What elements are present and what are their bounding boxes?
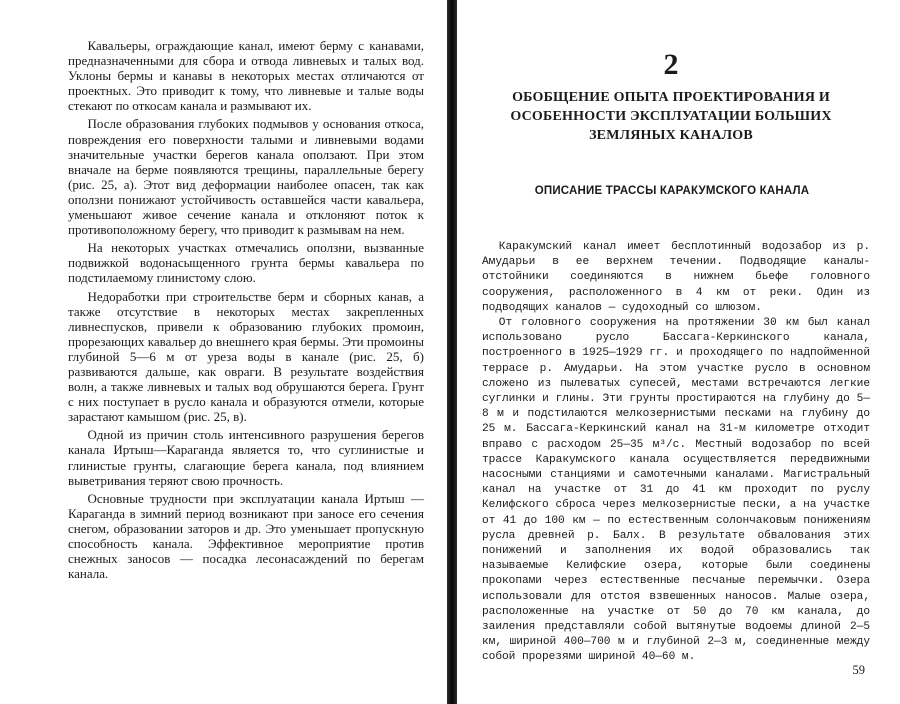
page-number: 59 xyxy=(852,663,865,677)
book-gutter xyxy=(447,0,457,704)
paragraph: Кавальеры, ограждающие канал, имеют берму с канавами, предназначенными для сбора и отвода ливневых и талых вод. Уклоны бермы и канавы в некоторых местах отличаются от проектных. Это приводит к тому, что ливневые и талые воды стекают по откосам канала и размывают их. xyxy=(68,38,424,114)
paragraph: Каракумский канал имеет бесплотинный водозабор из р. Амударьи в ее верхнем течении. Подводящие каналы-отстойники соединяются в нижнем бьефе головного сооружения, расположенного в 4 км от реки. Один из подводящих каналов — судоходный со шлюзом. xyxy=(482,241,870,314)
section-title: ОПИСАНИЕ ТРАССЫ КАРАКУМСКОГО КАНАЛА xyxy=(534,185,810,197)
paragraph: Недоработки при строительстве берм и сборных канав, а также отсутствие в некоторых местах закрепленных ливнеспусков, привели к образованию глубоких промоин, прорезающих кавальер до внешнего края бермы. Эти промоины глубиной 5—6 м от уреза воды в канале (рис. 25, б) развиваются дальше, как овраги. В результате воздействия волн, а также ливневых и талых вод обрушаются берега. Грунт с них поступает в русло канала и образуются отмели, которые зарастают камышом (рис. 25, в). xyxy=(68,288,424,425)
left-page-text xyxy=(68,38,424,581)
paragraph: На некоторых участках отмечались оползни, вызванные подвижкой водонасыщенного грунта бермы кавальера по подстилаемому глинистому слою. xyxy=(68,240,424,286)
left-page xyxy=(0,0,447,704)
chapter-title: ОБОБЩЕНИЕ ОПЫТА ПРОЕКТИРОВАНИЯ И ОСОБЕННОСТИ ЭКСПЛУАТАЦИИ БОЛЬШИХ ЗЕМЛЯНЫХ КАНАЛОВ xyxy=(510,90,832,143)
chapter-number: 2 xyxy=(663,48,679,81)
paragraph: Одной из причин столь интенсивного разрушения берегов канала Иртыш—Караганда является то, что суглинистые и глинистые грунты, слагающие берега канала, под влиянием выветривания теряют свою прочность. xyxy=(68,427,424,488)
paragraph: После образования глубоких подмывов у основания откоса, повреждения его поверхности талыми и ливневыми водами значительные участки берегов канала оползают. При этом вначале на берме появляются трещины, параллельные берегу (рис. 25, а). Этот вид деформации наиболее опасен, так как оползни понижают устойчивость оставшейся части кавальера, уменьшают живое сечение канала и отклоняют поток к противоположному берегу, что приводит к размывам на нем. xyxy=(68,116,424,238)
paragraph: От головного сооружения на протяжении 30 км был канал использовано русло Бассага-Керкинского канала, построенного в 1925—1929 гг. и проходящего по надпойменной террасе р. Амударьи. На этом участке русло в основном сложено из пылеватых супесей, местами встречаются легкие суглинки и глины. Эти грунты простираются на глубину до 5—8 м и подстилаются мелкозернистыми песками на глубину до 25 м. Бассага-Керкинский канал на 31-м километре отходит вправо с расходом 25—35 м³/с. Местный водозабор по всей трассе Каракумского канала осуществляется передвижными насосными станциями и самотечными каналами. Магистральный канал на участке от 31 до 41 км проходит по руслу Келифского сброса через мелкозернистые пески, а на участке от 41 до 100 км — по естественным солончаковым понижениям русла древней р. Балх. В результате обвалования этих понижений и заполнения их водой образовались так называемые Келифские озера, которые были соединены прокопами через естественные песчаные перемычки. Озера использовали для отстоя взвешенных наносов. Малые озера, расположенные на участке от 50 до 70 км канала, до заиления представляли собой вытянутые водоемы длиной 2—5 км, шириной 400—700 м и глубиной 2—3 м, соединенные между собой прорезями шириной 40—60 м. xyxy=(482,317,870,664)
paragraph: Основные трудности при эксплуатации канала Иртыш — Караганда в зимний период возникают при заносе его сечения снегом, образовании заторов и др. Это уменьшает пропускную способность канала. Эффективное мероприятие против снежных заносов — посадка лесонасаждений по берегам канала. xyxy=(68,490,424,582)
right-page-text xyxy=(482,240,870,666)
right-page xyxy=(457,0,900,704)
